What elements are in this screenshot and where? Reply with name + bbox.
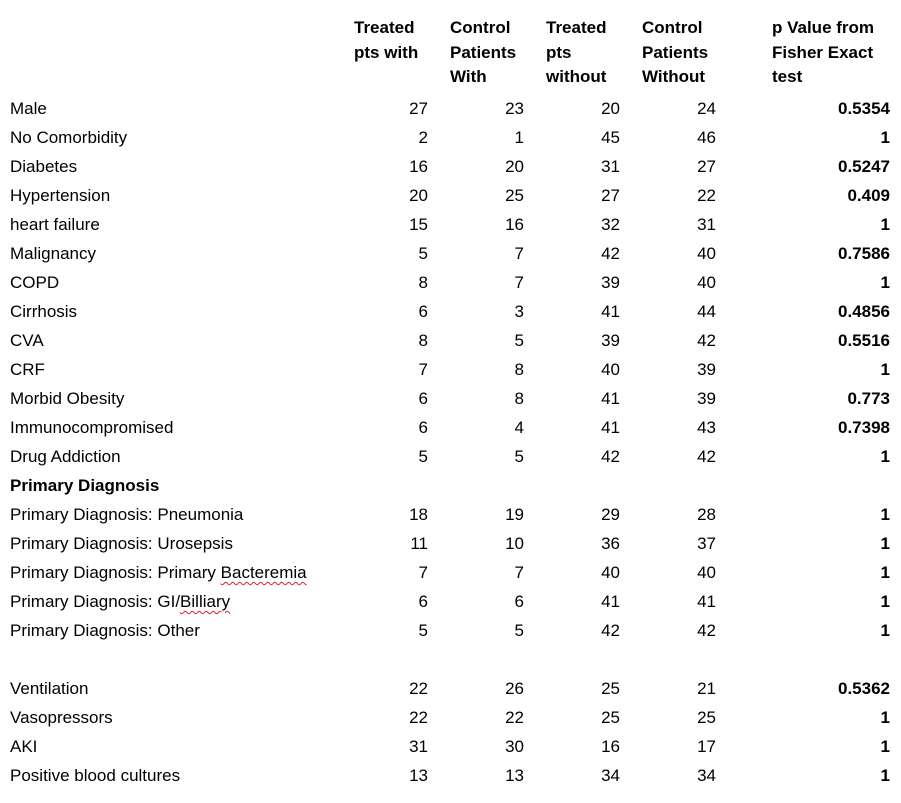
cell-control-with: 25	[505, 186, 524, 205]
cell-treated-with: 20	[409, 186, 428, 205]
cell-p-value: 1	[880, 592, 890, 611]
cell-p-value: 1	[880, 360, 890, 379]
cell-treated-without: 16	[601, 737, 620, 756]
row-label: COPD	[10, 273, 60, 292]
cell-control-with: 23	[505, 99, 524, 118]
cell-treated-with: 8	[418, 273, 428, 292]
header-line: Without	[642, 67, 706, 86]
cell-treated-without: 25	[601, 708, 620, 727]
cell-treated-with: 5	[418, 621, 428, 640]
diagnosis-prefix: Primary Diagnosis: GI/	[10, 592, 181, 611]
table-row	[0, 413, 901, 442]
header-treated-without	[546, 16, 606, 90]
header-line: pts with	[354, 42, 419, 62]
row-label	[10, 529, 233, 558]
header-line: test	[772, 67, 803, 86]
cell-treated-without: 41	[601, 418, 620, 437]
row-label: Morbid Obesity	[10, 389, 125, 408]
cell-p-value: 0.5247	[838, 157, 890, 176]
table-row	[0, 529, 901, 558]
header-line: p Value from	[772, 18, 875, 37]
cell-control-without: 40	[697, 273, 716, 292]
cell-control-with: 7	[514, 563, 524, 582]
cell-treated-without: 41	[601, 592, 620, 611]
table-row	[0, 732, 901, 761]
cell-treated-with: 6	[418, 592, 428, 611]
cell-control-with: 8	[514, 360, 524, 379]
cell-control-without: 40	[697, 563, 716, 582]
cell-control-without: 42	[697, 621, 716, 640]
header-line: Treated	[546, 18, 607, 37]
cell-treated-with: 13	[409, 766, 428, 785]
cell-p-value: 0.5516	[838, 331, 890, 350]
cell-control-with: 5	[514, 447, 524, 466]
table-row	[0, 500, 901, 529]
table-row	[0, 152, 901, 181]
table-row	[0, 123, 901, 152]
table-row	[0, 210, 901, 239]
diagnosis-name: Bacteremia	[220, 563, 307, 582]
cell-control-without: 28	[697, 505, 716, 524]
header-line: Patients	[450, 42, 517, 62]
table-row	[0, 558, 901, 587]
cell-treated-with: 22	[409, 708, 428, 727]
cell-control-with: 3	[514, 302, 524, 321]
cell-p-value: 0.5362	[838, 679, 890, 698]
row-label: Hypertension	[10, 186, 111, 205]
diagnosis-name: Billiary	[180, 592, 231, 611]
header-line: pts	[546, 42, 572, 62]
cell-treated-without: 45	[601, 128, 620, 147]
cell-treated-without: 34	[601, 766, 620, 785]
cell-treated-with: 6	[418, 302, 428, 321]
row-label	[10, 500, 243, 529]
row-label: CVA	[10, 331, 44, 350]
cell-treated-without: 42	[601, 447, 620, 466]
cell-treated-with: 5	[418, 244, 428, 263]
section-heading-row	[0, 471, 901, 500]
cell-treated-without: 36	[601, 534, 620, 553]
table-row	[0, 297, 901, 326]
diagnosis-prefix: Primary Diagnosis:	[10, 621, 158, 640]
cell-control-without: 31	[697, 215, 716, 234]
cell-control-with: 10	[505, 534, 524, 553]
cell-control-with: 5	[514, 331, 524, 350]
cell-p-value: 1	[880, 737, 890, 756]
cell-control-with: 7	[514, 273, 524, 292]
table-row	[0, 268, 901, 297]
cell-treated-with: 11	[410, 534, 428, 553]
cell-p-value: 1	[880, 505, 890, 524]
cell-p-value: 0.4856	[838, 302, 890, 321]
cell-p-value: 0.409	[847, 186, 890, 205]
cell-treated-with: 27	[409, 99, 428, 118]
cell-control-without: 46	[697, 128, 716, 147]
cell-treated-with: 15	[409, 215, 428, 234]
cell-treated-with: 8	[418, 331, 428, 350]
diagnosis-prefix: Primary Diagnosis: Primary	[10, 563, 221, 582]
cell-control-with: 6	[514, 592, 524, 611]
table-row	[0, 384, 901, 413]
diagnosis-name: Urosepsis	[157, 534, 233, 553]
table-row	[0, 181, 901, 210]
cell-p-value: 1	[880, 273, 890, 292]
header-control-without	[642, 16, 708, 90]
header-control-with	[450, 16, 516, 90]
row-label: Positive blood cultures	[10, 766, 181, 785]
row-label: CRF	[10, 360, 45, 379]
diagnosis-name: Pneumonia	[157, 505, 244, 524]
cell-control-without: 42	[697, 331, 716, 350]
row-label: Drug Addiction	[10, 447, 121, 466]
table-row	[0, 616, 901, 645]
cell-p-value: 1	[880, 534, 890, 553]
cell-control-with: 5	[514, 621, 524, 640]
cell-control-with: 7	[514, 244, 524, 263]
cell-control-with: 30	[505, 737, 524, 756]
cell-control-without: 17	[697, 737, 716, 756]
cell-treated-with: 31	[409, 737, 428, 756]
table-row	[0, 94, 901, 123]
row-label	[10, 558, 307, 587]
row-label: Diabetes	[10, 157, 78, 176]
header-line: Control	[642, 18, 703, 37]
cell-treated-without: 27	[601, 186, 620, 205]
table-row	[0, 587, 901, 616]
cell-control-without: 27	[697, 157, 716, 176]
cell-control-with: 13	[505, 766, 524, 785]
row-label: Immunocompromised	[10, 418, 174, 437]
header-line: Control	[450, 18, 511, 37]
cell-p-value: 0.7398	[838, 418, 890, 437]
table-row	[0, 442, 901, 471]
cell-p-value: 1	[880, 128, 890, 147]
cell-treated-without: 39	[601, 331, 620, 350]
cell-control-without: 37	[697, 534, 716, 553]
cell-treated-with: 16	[409, 157, 428, 176]
cell-control-without: 21	[697, 679, 716, 698]
cell-control-with: 1	[514, 128, 524, 147]
cell-treated-without: 40	[601, 563, 620, 582]
header-line: Patients	[642, 42, 709, 62]
header-line: Fisher Exact	[772, 42, 874, 62]
cell-control-without: 22	[697, 186, 716, 205]
cell-control-with: 22	[505, 708, 524, 727]
row-label: No Comorbidity	[10, 128, 128, 147]
cell-treated-without: 29	[601, 505, 620, 524]
cell-treated-without: 25	[601, 679, 620, 698]
cell-control-with: 4	[514, 418, 524, 437]
cell-treated-with: 2	[418, 128, 428, 147]
cell-control-with: 20	[505, 157, 524, 176]
cell-treated-with: 5	[418, 447, 428, 466]
cell-control-without: 42	[697, 447, 716, 466]
cell-control-with: 16	[505, 215, 524, 234]
row-label	[10, 587, 230, 616]
cell-p-value: 1	[880, 215, 890, 234]
row-label: Malignancy	[10, 244, 96, 263]
cell-control-without: 40	[697, 244, 716, 263]
cell-treated-with: 7	[418, 360, 428, 379]
diagnosis-name: Other	[157, 621, 200, 640]
header-line: without	[546, 67, 607, 86]
row-label: Vasopressors	[10, 708, 113, 727]
cell-treated-without: 42	[601, 621, 620, 640]
cell-control-without: 24	[697, 99, 716, 118]
cell-control-without: 44	[697, 302, 716, 321]
row-label: Cirrhosis	[10, 302, 78, 321]
cell-control-without: 25	[697, 708, 716, 727]
cell-control-with: 19	[505, 505, 524, 524]
diagnosis-prefix: Primary Diagnosis:	[10, 505, 158, 524]
cell-treated-with: 18	[409, 505, 428, 524]
cell-p-value: 0.773	[847, 389, 890, 408]
table-row	[0, 239, 901, 268]
cell-treated-without: 41	[601, 389, 620, 408]
cell-treated-with: 22	[409, 679, 428, 698]
table-row	[0, 761, 901, 790]
cell-treated-with: 6	[418, 418, 428, 437]
cell-treated-without: 32	[601, 215, 620, 234]
header-treated-with	[354, 16, 418, 65]
row-label	[10, 616, 200, 645]
diagnosis-prefix: Primary Diagnosis:	[10, 534, 158, 553]
cell-p-value: 1	[880, 621, 890, 640]
row-label: AKI	[10, 737, 38, 756]
table-row	[0, 703, 901, 732]
cell-control-without: 39	[697, 360, 716, 379]
cell-control-without: 43	[697, 418, 716, 437]
cell-control-without: 41	[697, 592, 716, 611]
table-row	[0, 674, 901, 703]
header-p-value	[772, 16, 874, 90]
cell-p-value: 1	[880, 447, 890, 466]
cell-treated-with: 7	[418, 563, 428, 582]
section-heading: Primary Diagnosis	[10, 476, 160, 495]
cell-treated-without: 39	[601, 273, 620, 292]
cell-treated-with: 6	[418, 389, 428, 408]
row-label: Male	[10, 99, 47, 118]
cell-p-value: 1	[880, 708, 890, 727]
table-row	[0, 326, 901, 355]
cell-control-with: 26	[505, 679, 524, 698]
cell-p-value: 1	[880, 563, 890, 582]
header-line: Treated	[354, 18, 415, 37]
table-row	[0, 355, 901, 384]
cell-control-without: 34	[697, 766, 716, 785]
cell-control-with: 8	[514, 389, 524, 408]
cell-treated-without: 40	[601, 360, 620, 379]
header-line: With	[450, 67, 487, 86]
cell-treated-without: 20	[601, 99, 620, 118]
cell-treated-without: 42	[601, 244, 620, 263]
row-label: heart failure	[10, 215, 100, 234]
cell-treated-without: 31	[601, 157, 620, 176]
cell-control-without: 39	[697, 389, 716, 408]
cell-p-value: 0.5354	[838, 99, 890, 118]
row-label: Ventilation	[10, 679, 89, 698]
cell-p-value: 0.7586	[838, 244, 890, 263]
cell-p-value: 1	[880, 766, 890, 785]
cell-treated-without: 41	[601, 302, 620, 321]
